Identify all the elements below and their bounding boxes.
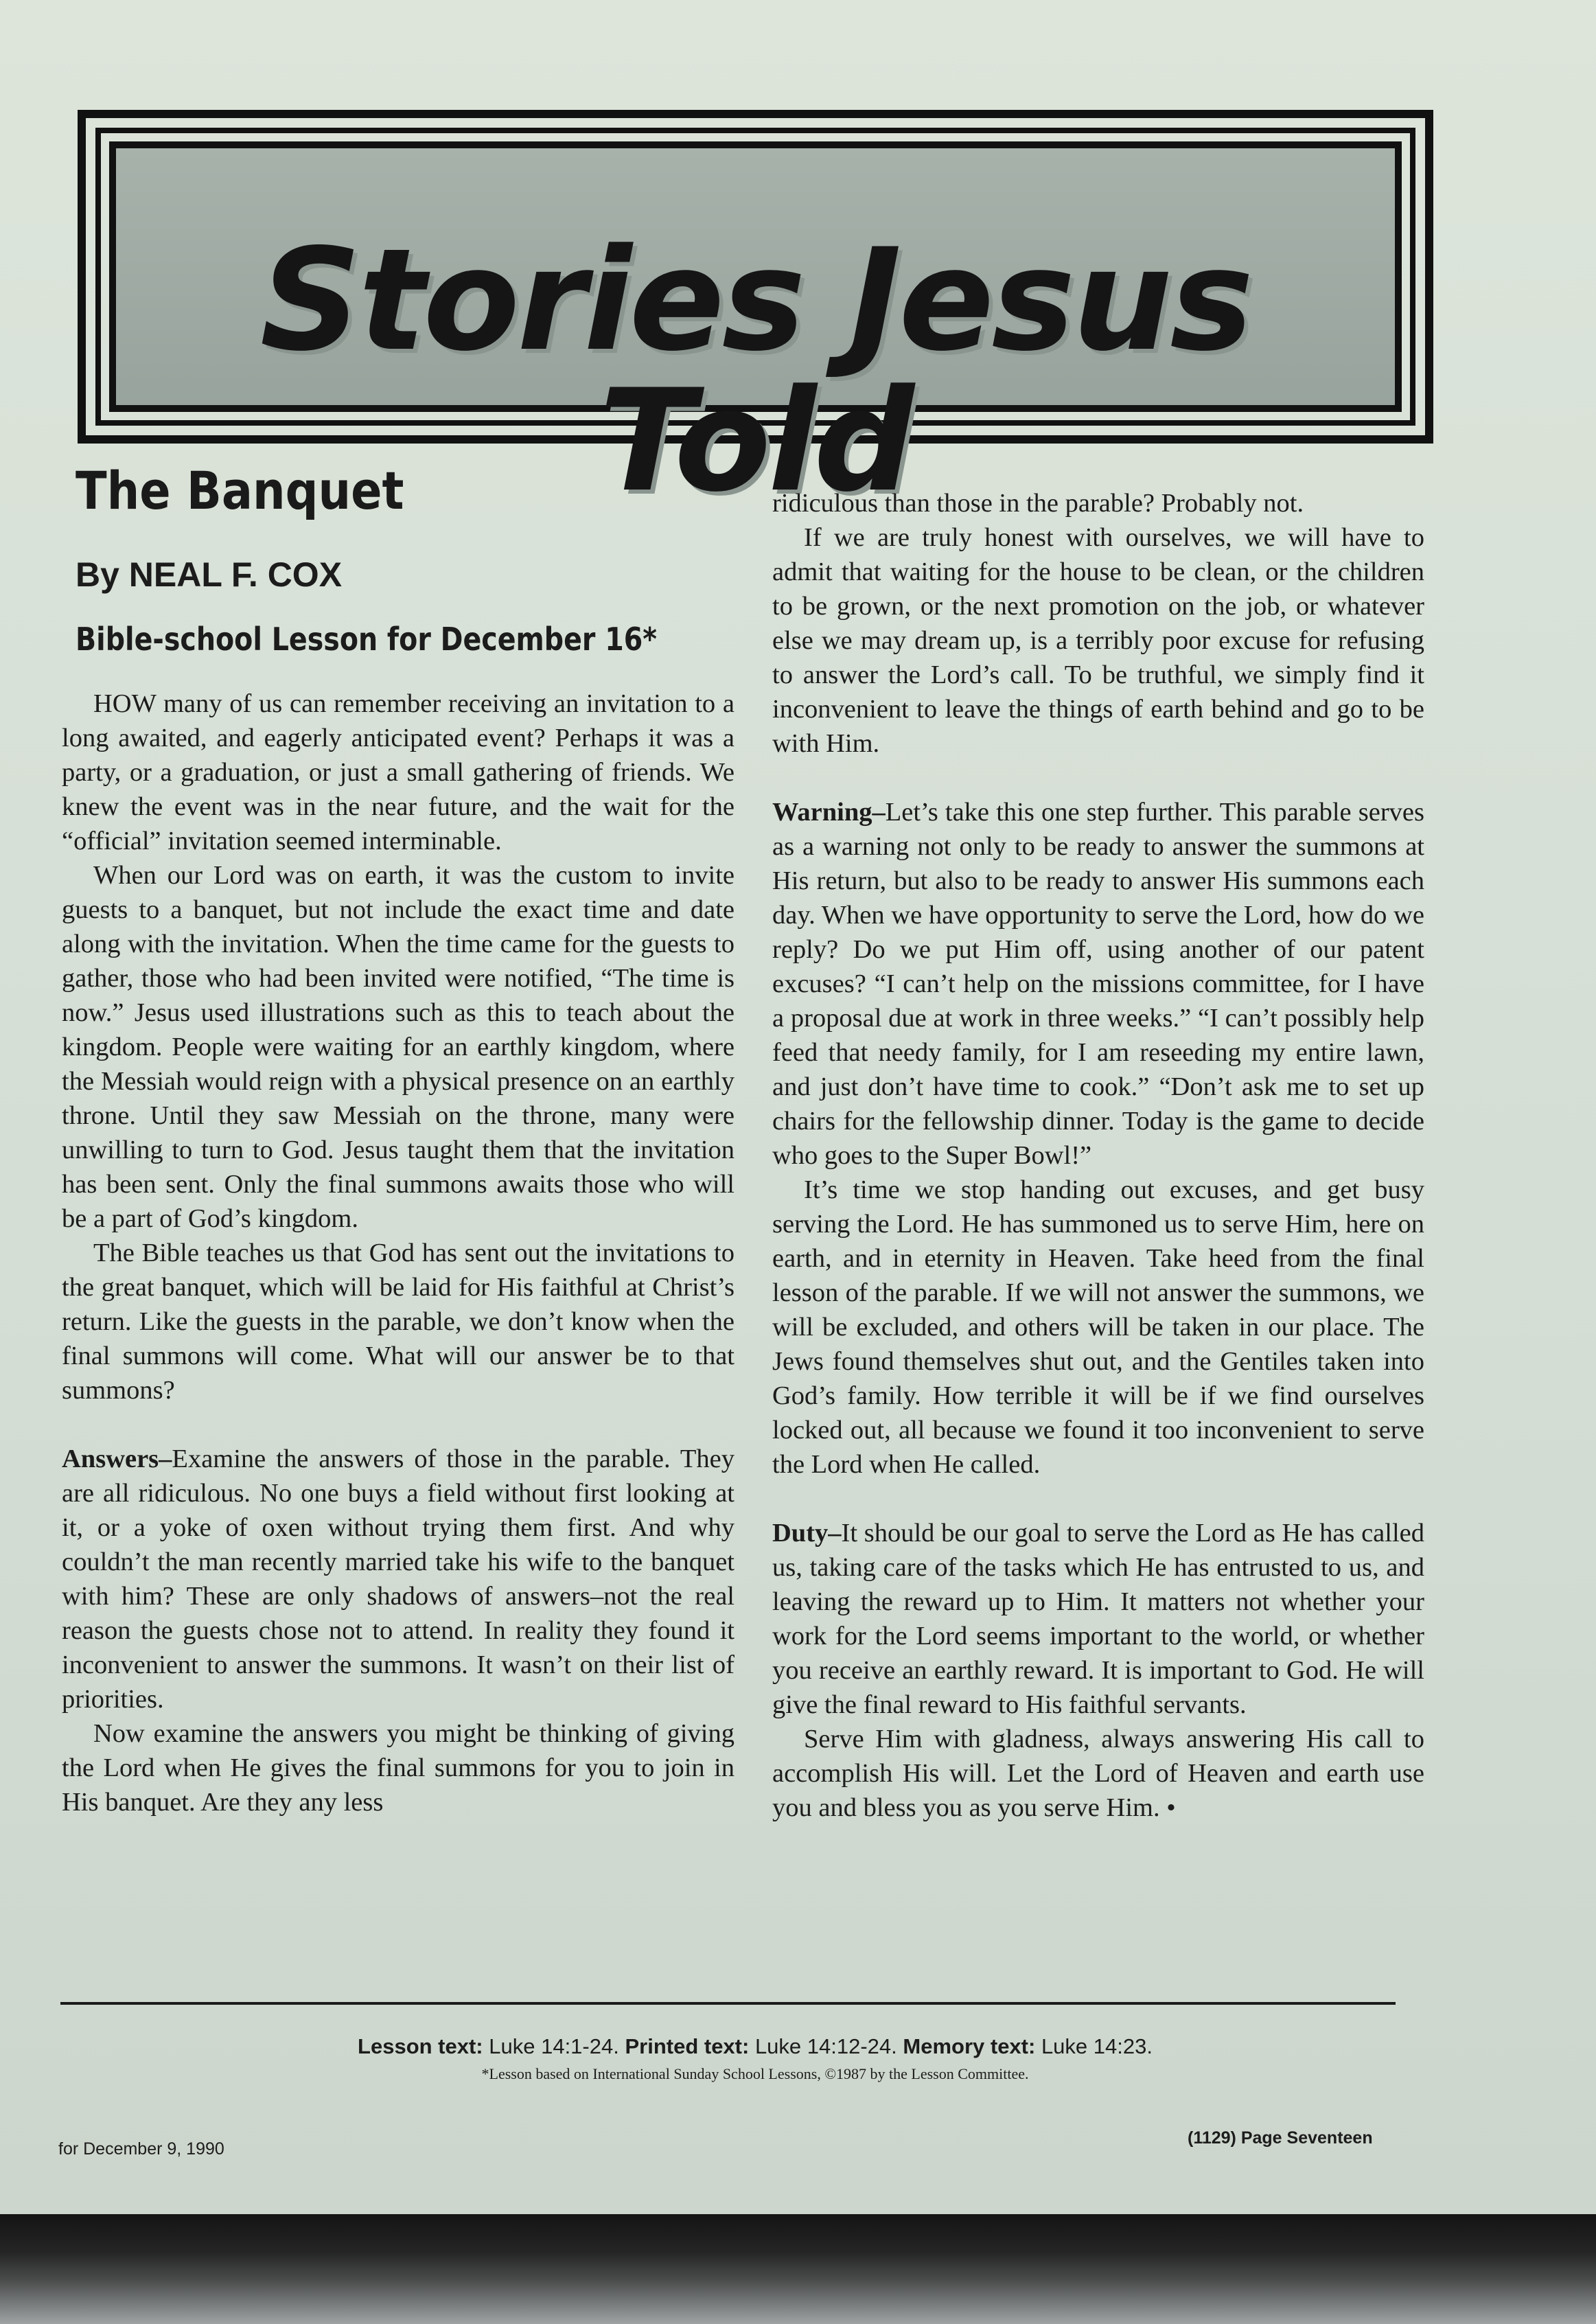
section-heading: Warning– bbox=[772, 798, 886, 827]
section-duty bbox=[772, 1516, 1424, 1722]
series-title: Stories Jesus Told bbox=[259, 219, 1251, 523]
section-text: It should be our goal to serve the Lord as He has called us, taking care of the tasks which He has entrusted to us, and leaving the reward up to Him. It matters not whether your work for the Lord seems important to the world, or whether you receive an earthly reward. It is important to God. He will give the final reward to His faithful servants. bbox=[772, 1519, 1424, 1719]
section-warning bbox=[772, 795, 1424, 1173]
ref-label: Lesson text: bbox=[358, 2034, 483, 2058]
ref-value: Luke 14:23. bbox=[1035, 2034, 1153, 2058]
article-column-right bbox=[772, 486, 1424, 1825]
lesson-references bbox=[0, 2034, 1510, 2059]
ref-label: Printed text: bbox=[625, 2034, 750, 2058]
section-text: Let’s take this one step further. This parable serves as a warning not only to be ready to answer the summons at His return, but also to be ready to answer His summons each day. When we have opportunity to serve the Lord, how do we reply? Do we put Him off, using another of our patent excuses? “I can’t help on the missions committee, for I have a proposal due at work in three weeks.” “I can’t possibly help feed that needy family, for I am reseeding my entire lawn, and just don’t have time to cook.” “Don’t ask me to set up chairs for the fellowship dinner. Today is the game to decide who goes to the Super Bowl!” bbox=[772, 798, 1424, 1170]
ref-value: Luke 14:1-24. bbox=[483, 2034, 625, 2058]
section-text: Examine the answers of those in the parable. They are all ridiculous. No one buys a field without first looking at it, or a yoke of oxen without trying them first. And why couldn’t the man recently married take his wife to the banquet with him? These are only shadows of answers–not the real reason the guests chose not to attend. In reality they found it inconvenient to answer the summons. It wasn’t on their list of priorities. bbox=[62, 1445, 735, 1714]
paragraph: When our Lord was on earth, it was the custom to invite guests to a banquet, but not include the exact time and date along with the invitation. When the time came for the guests to gather, those who had been invited were notified, “The time is now.” Jesus used illustrations such as this to teach about the kingdom. People were waiting for an earthly kingdom, where the Messiah would reign with a physical presence on an earthly throne. Until they saw Messiah on the throne, many were unwilling to turn to God. Jesus taught them that the invitation has been sent. Only the final summons awaits those who will be a part of God’s kingdom. bbox=[62, 861, 735, 1233]
ref-label: Memory text: bbox=[903, 2034, 1036, 2058]
paragraph: HOW many of us can remember receiving an invitation to a long awaited, and eagerly anticipated event? Perhaps it was a party, or a graduation, or just a small gathering of friends. We knew the event was in the near future, and the wait for the “official” invitation seemed interminable. bbox=[62, 689, 735, 855]
paragraph: Now examine the answers you might be thinking of giving the Lord when He gives the final summons for you to join in His banquet. Are they any less bbox=[62, 1719, 735, 1817]
footer-issue-date: for December 9, 1990 bbox=[58, 2139, 224, 2159]
paragraph: Serve Him with gladness, always answering His call to accomplish His will. Let the Lord of Heaven and earth use you and bless you as you serve Him. • bbox=[772, 1725, 1424, 1822]
lesson-title: The Banquet bbox=[76, 460, 404, 521]
section-heading: Answers– bbox=[62, 1445, 172, 1473]
paragraph: It’s time we stop handing out excuses, and get busy serving the Lord. He has summoned us to serve Him, here on earth, and in eternity in Heaven. Take heed from the final lesson of the parable. If we will not answer the summons, we will be excluded, and others will be taken in our place. The Jews found themselves shut out, and the Gentiles taken into God’s family. How terrible it will be if we find ourselves locked out, all because we found it too inconvenient to serve the Lord when He called. bbox=[772, 1175, 1424, 1479]
paragraph: If we are truly honest with ourselves, we will have to admit that waiting for the house to be clean, or the children to be grown, or the next promotion on the job, or whatever else we may dream up, is a terribly poor excuse for refusing to answer the Lord’s call. To be truthful, we simply find it inconvenient to leave the things of earth behind and go to be with Him. bbox=[772, 523, 1424, 758]
footnote: *Lesson based on International Sunday School Lessons, ©1987 by the Lesson Committee. bbox=[481, 2065, 1029, 2082]
paragraph-continued: ridiculous than those in the parable? Probably not. bbox=[772, 489, 1304, 518]
footer-page-number: (1129) Page Seventeen bbox=[1188, 2128, 1373, 2148]
lesson-date-line: Bible-school Lesson for December 16* bbox=[76, 621, 657, 658]
scan-bottom-edge bbox=[0, 2214, 1596, 2324]
section-answers bbox=[62, 1442, 735, 1716]
paragraph: The Bible teaches us that God has sent out the invitations to the great banquet, which will be laid for His faithful at Christ’s return. Like the guests in the parable, we don’t know when the final summons will come. What will our answer be to that summons? bbox=[62, 1239, 735, 1405]
ref-value: Luke 14:12-24. bbox=[749, 2034, 903, 2058]
section-heading: Duty– bbox=[772, 1519, 842, 1548]
author-byline: By NEAL F. COX bbox=[76, 555, 343, 594]
divider-rule bbox=[60, 2002, 1396, 2005]
article-column-left bbox=[62, 687, 735, 1819]
